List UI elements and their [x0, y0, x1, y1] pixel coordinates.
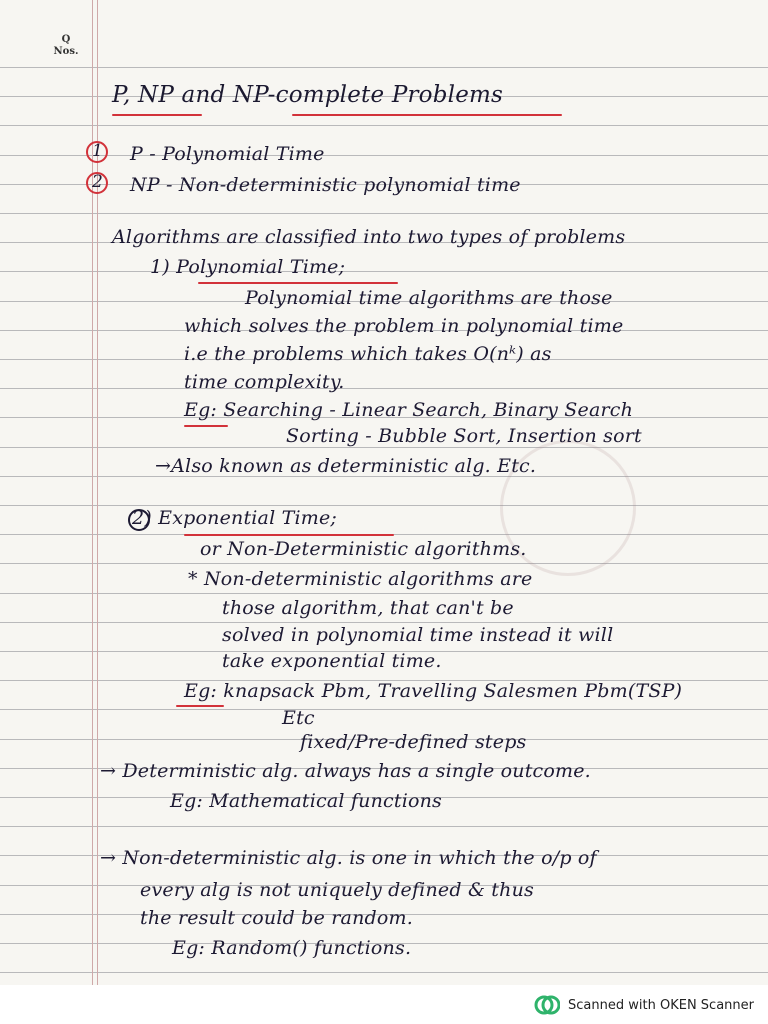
margin-nos-label: Nos. — [53, 46, 79, 57]
note-line: fixed/Pre-defined steps — [300, 731, 527, 753]
ruled-line — [0, 388, 768, 389]
note-line: Eg: Searching - Linear Search, Binary Search — [184, 399, 634, 421]
def-1-number: 1 — [92, 141, 104, 161]
margin-header — [46, 34, 86, 58]
note-line: or Non-Deterministic algorithms. — [200, 538, 527, 560]
ruled-line — [0, 563, 768, 564]
note-line: Eg: Mathematical functions — [170, 790, 442, 812]
note-line: take exponential time. — [222, 650, 442, 672]
ruled-line — [0, 67, 768, 68]
def-2-text: NP - Non-deterministic polynomial time — [130, 174, 521, 196]
eg-underline-2 — [176, 705, 224, 707]
page-title: P, NP and NP-complete Problems — [112, 82, 504, 108]
ruled-line — [0, 709, 768, 710]
note-line: i.e the problems which takes O(nᵏ) as — [184, 343, 552, 365]
note-line: those algorithm, that can't be — [222, 597, 514, 619]
eg-underline-1 — [184, 425, 228, 427]
note-line: Eg: Random() functions. — [172, 937, 412, 959]
title-underline-2 — [292, 114, 562, 116]
note-line: → Non-deterministic alg. is one in which the o/p of — [100, 847, 597, 869]
note-line: the result could be random. — [140, 907, 413, 929]
note-line: which solves the problem in polynomial time — [184, 315, 624, 337]
note-line: Etc — [282, 707, 315, 729]
note-line: time complexity. — [184, 371, 345, 393]
ruled-line — [0, 125, 768, 126]
note-line: →Also known as deterministic alg. Etc. — [155, 455, 537, 477]
ruled-line — [0, 271, 768, 272]
note-line: * Non-deterministic algorithms are — [188, 568, 533, 590]
def-1-text: P - Polynomial Time — [130, 143, 325, 165]
def-2-number: 2 — [92, 172, 104, 192]
scanner-credit-text: Scanned with OKEN Scanner — [568, 997, 754, 1013]
note-line: Polynomial time algorithms are those — [245, 287, 613, 309]
note-line: every alg is not uniquely defined & thus — [140, 879, 534, 901]
ruled-line — [0, 505, 768, 506]
margin-q-label: Q — [61, 34, 71, 45]
note-line: solved in polynomial time instead it will — [222, 624, 614, 646]
ruled-line — [0, 155, 768, 156]
scanner-brand — [534, 992, 754, 1018]
section-heading-polynomial: 1) Polynomial Time; — [150, 256, 346, 278]
heading-underline-1 — [198, 282, 398, 284]
note-line: Eg: knapsack Pbm, Travelling Salesmen Pbm(TSP) — [184, 680, 683, 702]
note-line: Sorting - Bubble Sort, Insertion sort — [286, 425, 642, 447]
heading-underline-2 — [184, 534, 394, 536]
section-heading-exponential: 2) Exponential Time; — [132, 507, 338, 529]
ruled-line — [0, 447, 768, 448]
ruled-line — [0, 826, 768, 827]
oken-logo-icon — [534, 992, 560, 1018]
ruled-line — [0, 213, 768, 214]
ruled-line — [0, 972, 768, 973]
note-line: → Deterministic alg. always has a single outcome. — [100, 760, 591, 782]
ruled-line — [0, 622, 768, 623]
ruled-line — [0, 593, 768, 594]
note-line: Algorithms are classified into two types of problems — [112, 226, 626, 248]
title-underline-1 — [112, 114, 202, 116]
